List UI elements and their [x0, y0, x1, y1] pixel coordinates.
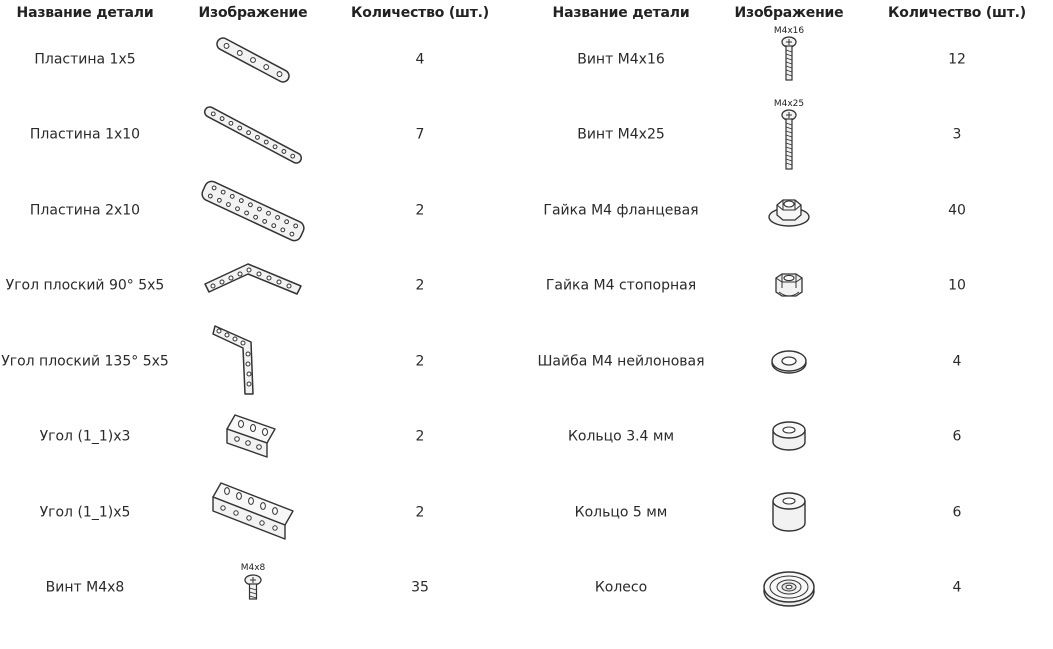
- table-row: [0, 173, 1053, 248]
- screw-m4x16-icon: [729, 22, 849, 97]
- part-quantity: 6: [952, 504, 962, 520]
- part-name: Угол (1_1)x5: [39, 504, 131, 520]
- header-name-right: Название детали: [552, 5, 690, 21]
- lock-nut-icon: [729, 248, 849, 323]
- part-name: Гайка М4 стопорная: [545, 277, 697, 293]
- part-name: Винт М4x25: [577, 126, 665, 142]
- nylon-washer-icon: [729, 324, 849, 399]
- part-quantity: 35: [411, 579, 429, 595]
- angle-1x5-icon: [193, 475, 313, 550]
- part-name: Угол (1_1)x3: [39, 428, 131, 444]
- wheel-icon: [729, 550, 849, 625]
- part-name: Пластина 1x5: [34, 51, 136, 67]
- part-quantity: 2: [415, 428, 425, 444]
- part-quantity: 7: [415, 126, 425, 142]
- table-row: [0, 550, 1053, 625]
- flange-nut-icon: [729, 173, 849, 248]
- screw-label: M4x25: [773, 99, 805, 109]
- part-name: Винт М4x16: [577, 51, 665, 67]
- header-quantity-right: Количество (шт.): [888, 5, 1026, 21]
- spacer-ring-5-icon: [729, 475, 849, 550]
- screw-label: M4x8: [240, 563, 266, 573]
- flat-angle-90-icon: [193, 248, 313, 323]
- screw-label: M4x16: [773, 26, 805, 36]
- part-name: Гайка М4 фланцевая: [543, 202, 699, 218]
- part-name: Пластина 1x10: [29, 126, 141, 142]
- flat-angle-135-icon: [193, 324, 313, 399]
- header-name-left: Название детали: [16, 5, 154, 21]
- part-name: Угол плоский 90° 5x5: [5, 277, 165, 293]
- table-row: [0, 475, 1053, 550]
- part-name: Кольцо 5 мм: [574, 504, 668, 520]
- table-row: [0, 399, 1053, 474]
- table-row: [0, 324, 1053, 399]
- part-name: Угол плоский 135° 5x5: [1, 353, 169, 369]
- part-quantity: 12: [948, 51, 966, 67]
- part-quantity: 10: [948, 277, 966, 293]
- header-quantity-left: Количество (шт.): [351, 5, 489, 21]
- header-image-left: Изображение: [198, 5, 308, 21]
- part-name: Винт М4x8: [45, 579, 125, 595]
- part-name: Колесо: [594, 579, 648, 595]
- part-name: Шайба М4 нейлоновая: [537, 353, 705, 369]
- screw-m4x25-icon: [729, 97, 849, 172]
- part-quantity: 2: [415, 202, 425, 218]
- part-quantity: 3: [952, 126, 962, 142]
- plate-2x10-icon: [193, 173, 313, 248]
- screw-m4x8-icon: [193, 550, 313, 625]
- part-name: Кольцо 3.4 мм: [567, 428, 675, 444]
- plate-1x10-icon: [193, 97, 313, 172]
- part-quantity: 4: [415, 51, 425, 67]
- part-quantity: 2: [415, 277, 425, 293]
- part-name: Пластина 2x10: [29, 202, 141, 218]
- part-quantity: 40: [948, 202, 966, 218]
- part-quantity: 2: [415, 504, 425, 520]
- header-image-right: Изображение: [734, 5, 844, 21]
- table-row: [0, 97, 1053, 172]
- plate-1x5-icon: [193, 22, 313, 97]
- angle-1x3-icon: [193, 399, 313, 474]
- part-quantity: 6: [952, 428, 962, 444]
- part-quantity: 2: [415, 353, 425, 369]
- part-quantity: 4: [952, 353, 962, 369]
- table-row: [0, 248, 1053, 323]
- table-row: [0, 22, 1053, 97]
- spacer-ring-3-4-icon: [729, 399, 849, 474]
- part-quantity: 4: [952, 579, 962, 595]
